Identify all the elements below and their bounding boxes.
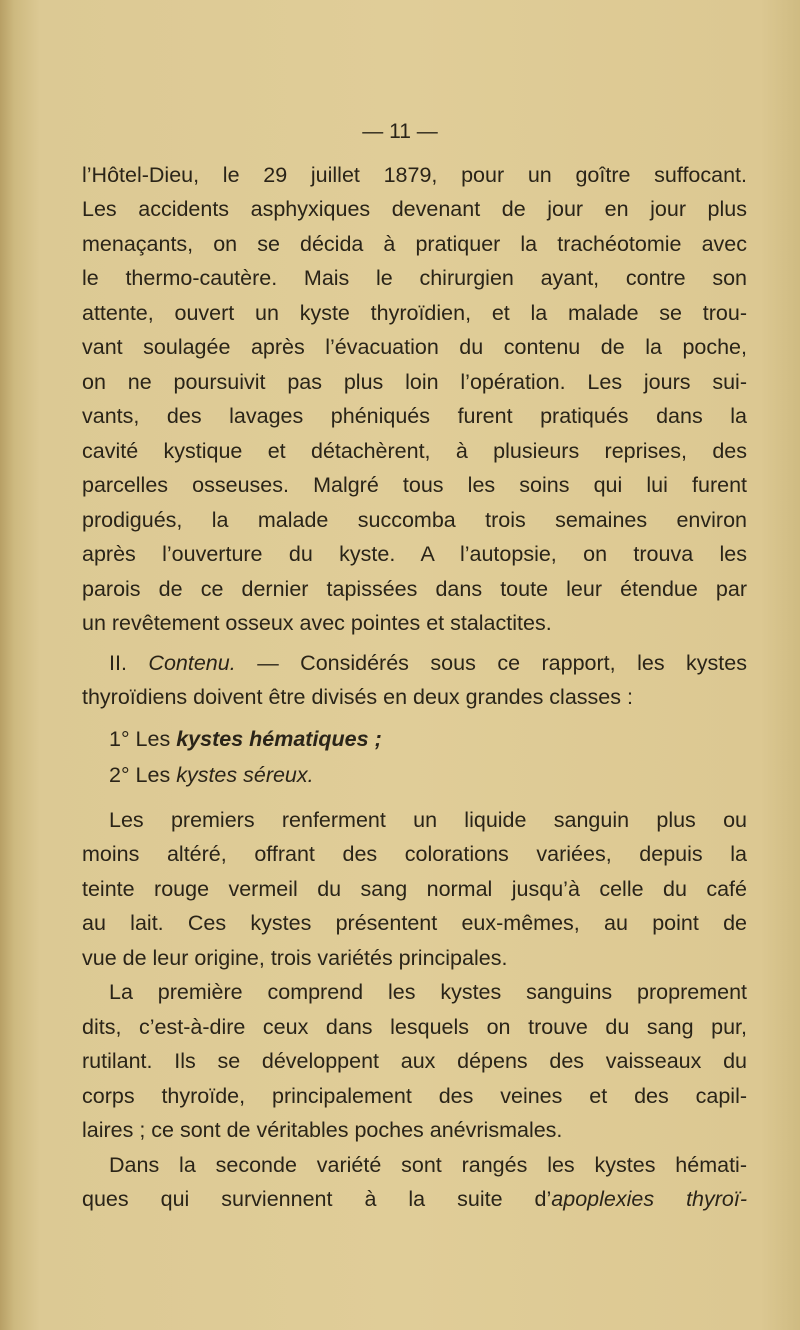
- text-line: vants, des lavages phéniqués furent pratiqués dans la: [82, 404, 747, 428]
- text-line: ques qui surviennent à la suite d’apoplexies thyroï-: [82, 1187, 748, 1211]
- text-line: parcelles osseuses. Malgré tous les soins qui lui furent: [82, 473, 747, 497]
- section-heading-rest: — Considérés sous ce rapport, les kystes: [257, 651, 747, 675]
- text-line: attente, ouvert un kyste thyroïdien, et la malade se trou-: [82, 301, 747, 325]
- text-line: Dans la seconde variété sont rangés les kystes hémati-: [109, 1153, 747, 1177]
- text-line: le thermo-cautère. Mais le chirurgien ayant, contre son: [82, 266, 747, 290]
- text-line: rutilant. Ils se développent aux dépens des vaisseaux du: [82, 1049, 747, 1073]
- list-term: kystes hématiques ;: [176, 727, 382, 751]
- text-line: menaçants, on se décida à pratiquer la trachéotomie avec: [82, 232, 747, 256]
- text-line: vue de leur origine, trois variétés principales.: [82, 946, 508, 970]
- text-line: moins altéré, offrant des colorations variées, depuis la: [82, 842, 747, 866]
- text-line: dits, c’est-à-dire ceux dans lesquels on trouve du sang pur,: [82, 1015, 747, 1039]
- section-heading-line: [109, 648, 747, 678]
- list-term: kystes séreux.: [176, 763, 314, 787]
- text-line: parois de ce dernier tapissées dans toute leur étendue par: [82, 577, 747, 601]
- text-line: thyroïdiens doivent être divisés en deux grandes classes :: [82, 685, 633, 709]
- text-line: vant soulagée après l’évacuation du contenu de la poche,: [82, 335, 747, 359]
- section-title: Contenu.: [148, 651, 236, 675]
- text-line: corps thyroïde, principalement des veines et des capil-: [82, 1084, 747, 1108]
- text-line: un revêtement osseux avec pointes et stalactites.: [82, 611, 552, 635]
- text-line: cavité kystique et détachèrent, à plusieurs reprises, des: [82, 439, 747, 463]
- text-line: prodigués, la malade succomba trois semaines environ: [82, 508, 747, 532]
- text-line: au lait. Ces kystes présentent eux-mêmes, au point de: [82, 911, 747, 935]
- text-line: on ne poursuivit pas plus loin l’opération. Les jours sui-: [82, 370, 747, 394]
- text-line: Les premiers renferment un liquide sanguin plus ou: [109, 808, 747, 832]
- italic-term: apoplexies thyroï-: [551, 1187, 748, 1211]
- text-line: laires ; ce sont de véritables poches anévrismales.: [82, 1118, 563, 1142]
- text-line: teinte rouge vermeil du sang normal jusqu’à celle du café: [82, 877, 747, 901]
- text-line: La première comprend les kystes sanguins proprement: [109, 980, 747, 1004]
- text-line: Les accidents asphyxiques devenant de jour en jour plus: [82, 197, 747, 221]
- section-number: II.: [109, 651, 127, 675]
- page-number: — 11 —: [362, 120, 438, 143]
- list-item: 1° Les kystes hématiques ;: [109, 727, 382, 751]
- text-line: l’Hôtel-Dieu, le 29 juillet 1879, pour un goître suffocant.: [82, 163, 747, 187]
- list-item: 2° Les kystes séreux.: [109, 763, 314, 787]
- text-line: après l’ouverture du kyste. A l’autopsie, on trouva les: [82, 542, 747, 566]
